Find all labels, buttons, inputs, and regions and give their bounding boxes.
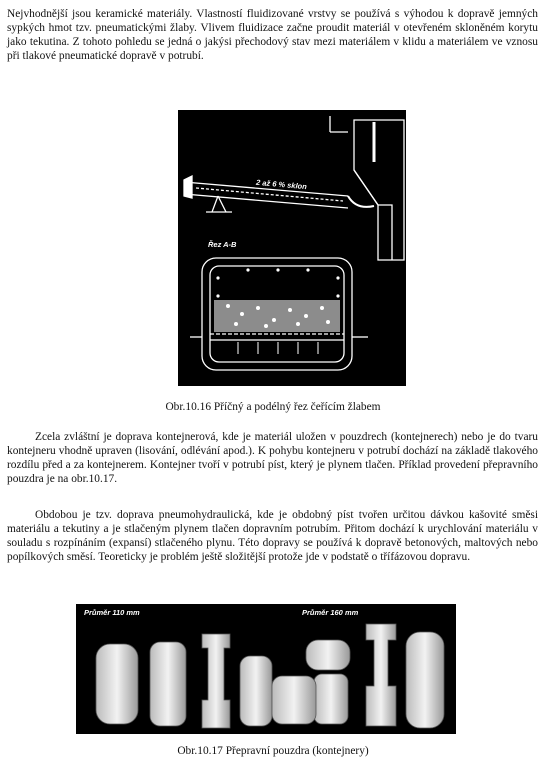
- paragraph-intro: Nejvhodnější jsou keramické materiály. Vlastností fluidizované vrstvy se používá s výhodou k dopravě jemných sypkých hmot tzv. pneumatickými žlaby. Vlivem fluidizace začne proudit materiál v otevřeném skloněném korytu jako tekutina. Z tohoto pohledu se jedná o jakýsi přechodový stav mezi materiálem v klidu a materiálem ve vznosu při tlakové pneumatické dopravě v potrubí.: [7, 8, 538, 62]
- figure-trough-section: [178, 110, 406, 386]
- label-section: Řez A-B: [208, 240, 237, 249]
- label-diameter-160: Průměr 160 mm: [302, 608, 359, 617]
- figure1-caption: Obr.10.16 Příčný a podélný řez čeřícím žlabem: [165, 401, 381, 413]
- label-diameter-110: Průměr 110 mm: [84, 608, 140, 617]
- label-slope: 2 až 6 % sklon: [255, 177, 308, 192]
- paragraph-container: Zcela zvláštní je doprava kontejnerová, kde je materiál uložen v pouzdrech (kontejnerech) nebo je do tvaru kontejneru vhodně upraven (lisování, odlévání apod.). K pohybu kontejneru v potrubí dochází na základě tlakového rozdílu před a za kontejnerem. Kontejner tvoří v potrubí píst, který je plynem tlačen. Příklad provedení přepravního pouzdra je na obr.10.17.: [7, 431, 538, 485]
- containers-photo: [76, 604, 456, 734]
- figure2-caption: Obr.10.17 Přepravní pouzdra (kontejnery): [177, 745, 369, 757]
- figure-containers-photo: [76, 604, 456, 734]
- paragraph-hydraulic: Obdobou je tzv. doprava pneumohydraulická, kde je obdobný píst tvořen určitou dávkou kašovité směsi materiálu a tekutiny a je stlačeným plynem tlačen dopravním potrubím. Přitom dochází k urychlování materiálu v souladu s rozpínáním (expansí) stlačeného plynu. Této dopravy se používá k dopravě betonových, maltových nebo popílkových směsí. Teoreticky je problém ještě složitější protože jde v podstatě o třífázovou dopravu.: [7, 509, 538, 563]
